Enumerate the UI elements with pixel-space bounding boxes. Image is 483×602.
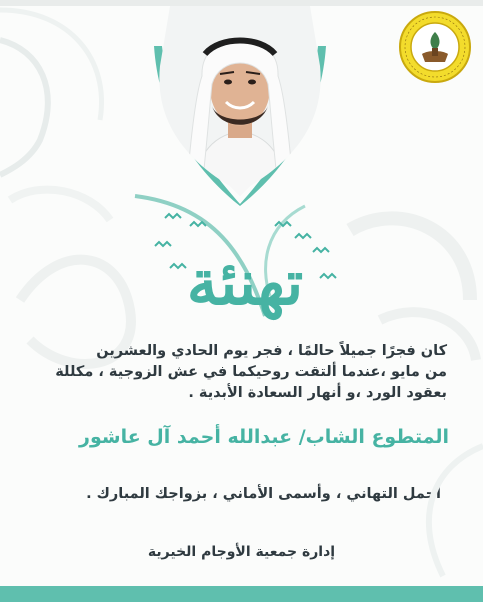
bottom-strip xyxy=(0,586,483,602)
title-decoration xyxy=(95,186,395,336)
card-title: تهنئة xyxy=(186,246,304,319)
wishes-line: أجمل التهاني ، وأسمى الأماني ، بزواجك المبارك . xyxy=(86,486,441,502)
corner-ornament-top-left xyxy=(0,0,130,180)
corner-ornament-bottom-right xyxy=(353,426,483,586)
signature-line: إدارة جمعية الأوجام الخيرية xyxy=(147,544,336,560)
congratulation-paragraph xyxy=(37,341,447,404)
charity-logo xyxy=(398,10,472,84)
paragraph-line-1: كان فجرًا جميلاً حالمًا ، فجر يوم الحادي والعشرين xyxy=(96,343,447,359)
paragraph-line-3: بعقود الورد ،و أنهار السعادة الأبدية . xyxy=(188,385,447,401)
portrait-image xyxy=(150,6,330,206)
honoree-name: المتطوع الشاب/ عبدالله أحمد آل عاشور xyxy=(79,426,449,448)
paragraph-line-2: من مايو ،عندما ألتقت روحيكما في عش الزوجية ، مكللة xyxy=(55,364,447,380)
